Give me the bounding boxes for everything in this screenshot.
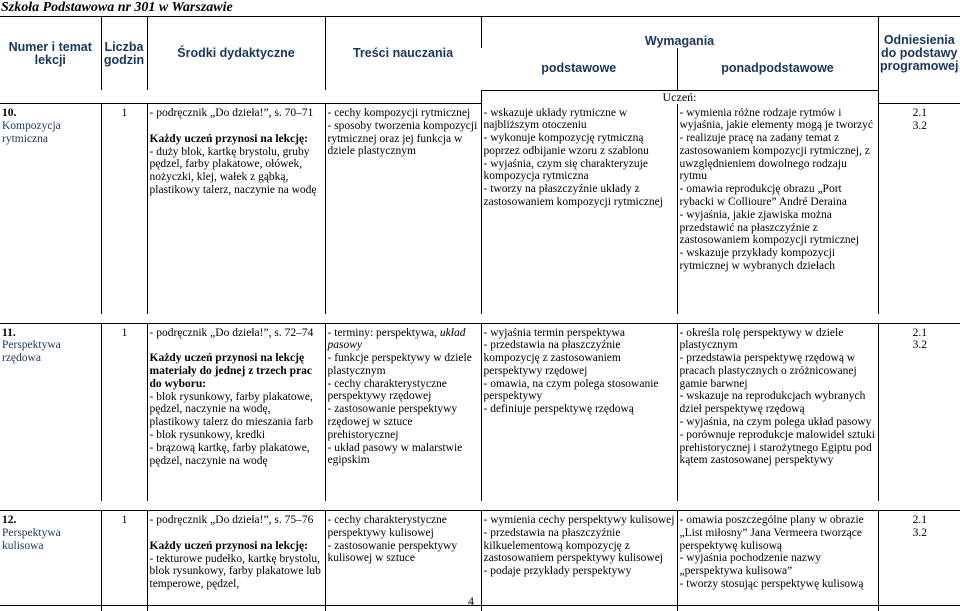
prep-label: Każdy uczeń przynosi na lekcję materiały do jednej z trzech prac do wyboru: — [149, 352, 313, 390]
content: - funkcje perspektywy w dziele plastycznym - cechy charakterystyczne perspektywy rzędowej - zastosowanie perspektywy rzędowej w sztuce prehistorycznej - układ pasowy w malarstwie egipskim — [327, 352, 472, 467]
school-title: Szkoła Podstawowa nr 301 w Warszawie — [1, 0, 233, 15]
basic-requirements: - wymienia cechy perspektywy kulisowej - przedstawia na płaszczyźnie kilkuelementową kompozycję z zastosowaniem perspektywy kulisowej - podaje przykłady perspektywy — [481, 511, 677, 611]
teaching-sources: - podręcznik „Do dzieła!”, s. 75–76 — [149, 514, 314, 526]
content: - cechy charakterystyczne perspektywy kulisowej - zastosowanie perspektywy kulisowej w sztuce — [325, 511, 481, 611]
basic-requirements: - wskazuje układy rytmiczne w najbliższym otoczeniu - wykonuje kompozycję rytmiczną poprzez odbijanie wzoru z szablonu - wyjaśnia, czym się charakteryzuje kompozycja rytmiczna - tworzy na płaszczyźnie układy z zastosowaniem kompozycji rytmicznej — [481, 104, 677, 314]
curriculum-refs: 2.1 3.2 — [878, 323, 960, 501]
lesson-hours: 1 — [101, 511, 147, 611]
basic-requirements: - wyjaśnia termin perspektywa - przedstawia na płaszczyźnie kompozycję z zastosowaniem perspektywy rzędowej - omawia, na czym polega stosowanie perspektywy - definiuje perspektywę rzędową — [481, 323, 677, 501]
curriculum-table — [0, 17, 960, 611]
prep-label: Każdy uczeń przynosi na lekcję: — [149, 539, 308, 552]
advanced-requirements: - omawia poszczególne plany w obrazie „List miłosny” Jana Vermeera tworzące perspektywę kulisową - wyjaśnia pochodzenie nazwy „perspektywa kulisowa” - tworzy stosując perspektywę kulisową — [677, 511, 878, 611]
prep-items: - blok rysunkowy, farby plakatowe, pędzel, naczynie na wodę, plastikowy talerz do mieszania farb - blok rysunkowy, kredki - brązową kartkę, farby plakatowe, pędzel, naczynie na wodę — [149, 390, 313, 467]
prep-items: - duży blok, kartkę brystolu, gruby pędzel, farby plakatowe, ołówek, nożyczki, klej, wałek z gąbką, plastikowy talerz, naczynie na wodę — [149, 145, 317, 196]
lesson-topic: Perspektywa rzędowa — [2, 339, 61, 365]
advanced-requirements: - wymienia różne rodzaje rytmów i wyjaśnia, jakie elementy mogą je tworzyć - realizuje pracę na zadany temat z zastosowaniem kompozycji rytmicznej, z uwzględnieniem dowolnego rodzaju rytmu - omawia reprodukcję obrazu „Port rybacki w Collioure” André Deraina - wyjaśnia, jakie zjawiska można przedstawić na płaszczyźnie z zastosowaniem kompozycji rytmicznej - wskazuje przykłady kompozycji rytmicznej w wybranych dziełach — [677, 104, 878, 314]
header-liczba: Liczba godzin — [101, 17, 147, 90]
lesson-hours: 1 — [101, 323, 147, 501]
lesson-number: 10. — [2, 107, 17, 119]
teaching-sources: - podręcznik „Do dzieła!”, s. 72–74 — [149, 326, 314, 339]
teaching-sources: - podręcznik „Do dzieła!”, s. 70–71 — [149, 107, 314, 119]
uczen-label: Uczeń: — [481, 90, 878, 104]
content: - cechy kompozycji rytmicznej - sposoby tworzenia kompozycji rytmicznej oraz jej funkcja w dziele plastycznym — [325, 104, 481, 314]
header-wymagania: Wymagania — [481, 17, 878, 48]
table-row — [0, 104, 960, 314]
header-tresci: Treści nauczania — [325, 17, 481, 90]
header-numer: Numer i temat lekcji — [8, 39, 92, 67]
header-odniesienia: Odniesienia do podstawy programowej — [878, 17, 960, 90]
lesson-number: 12. — [2, 514, 17, 526]
prep-items: - tekturowe pudełko, kartkę brystolu, blok rysunkowy, farby plakatowe lub temperowe, pędzel, — [149, 552, 321, 591]
lesson-topic: Perspektywa kulisowa — [2, 526, 61, 552]
prep-label: Każdy uczeń przynosi na lekcję: — [149, 132, 308, 145]
content-terms-prefix: - terminy: perspektywa, — [327, 326, 440, 339]
curriculum-refs: 2.1 3.2 — [878, 104, 960, 314]
content-terms-italic: układ pasowy — [327, 326, 466, 352]
lesson-number: 11. — [2, 326, 16, 339]
lesson-hours: 1 — [101, 104, 147, 314]
table-row — [0, 511, 960, 611]
curriculum-refs: 2.1 3.2 — [878, 511, 960, 611]
lesson-topic: Kompozycja rytmiczna — [2, 119, 61, 145]
header-ponadpodstawowe: ponadpodstawowe — [677, 48, 878, 90]
header-podstawowe: podstawowe — [541, 61, 617, 76]
advanced-requirements: - określa rolę perspektywy w dziele plastycznym - przedstawia perspektywę rzędową w pracach plastycznych o zróżnicowanej gamie barwnej - wskazuje na reprodukcjach wybranych dzieł perspektywę rzędową - wyjaśnia, na czym polega układ pasowy - porównuje reprodukcje malowideł sztuki prehistorycznej i starożytnego Egiptu pod kątem zastosowanej perspektywy — [677, 323, 878, 501]
table-row — [0, 323, 960, 501]
header-srodki: Środki dydaktyczne — [147, 17, 325, 90]
page-number: 4 — [468, 594, 474, 608]
